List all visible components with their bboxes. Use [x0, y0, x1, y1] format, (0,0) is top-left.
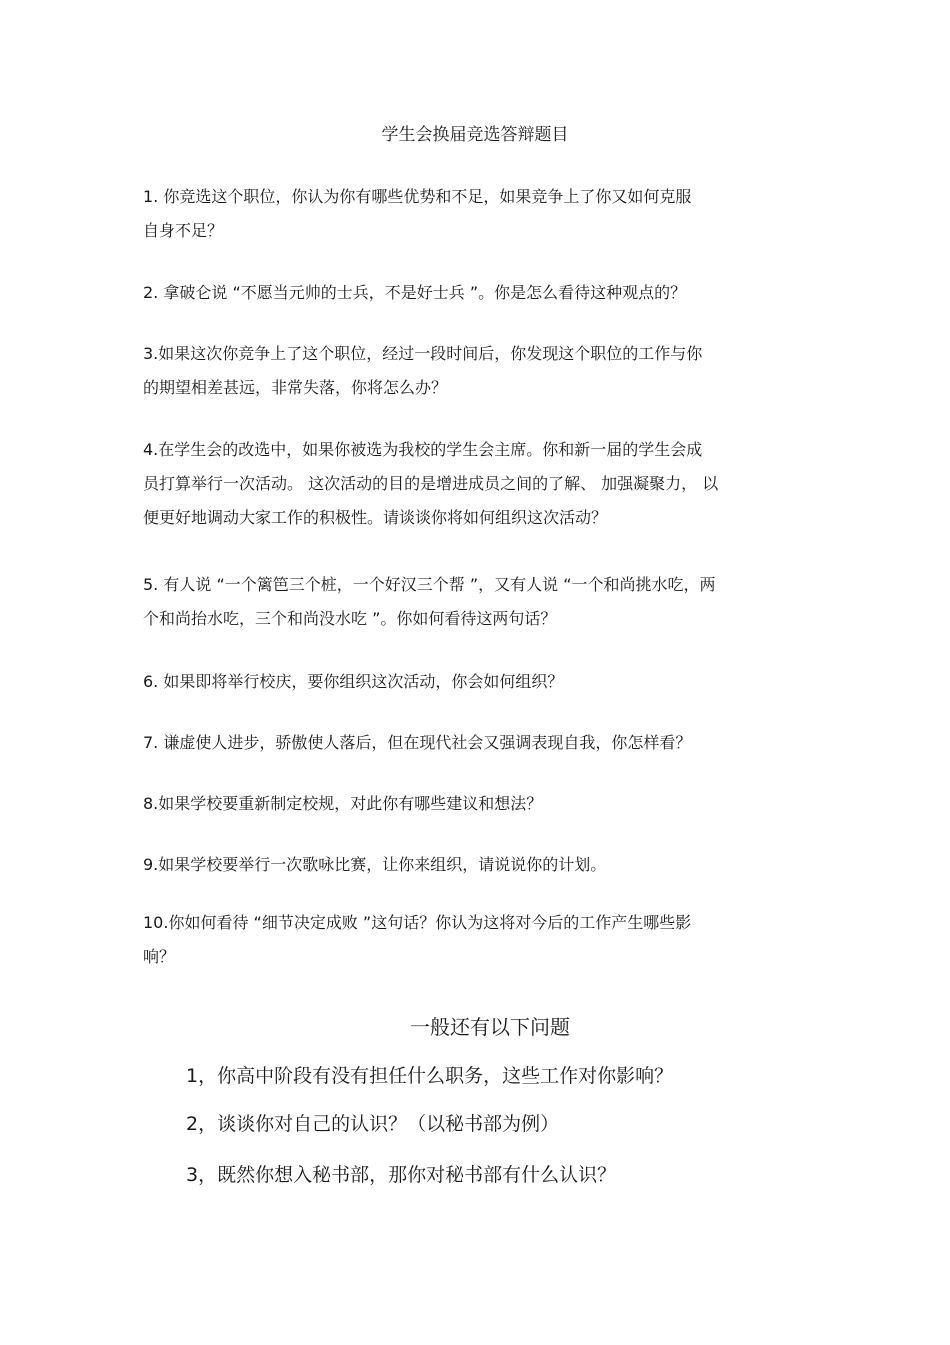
extra-question-3: 3，既然你想入秘书部，那你对秘书部有什么认识？ — [186, 1164, 617, 1186]
question-7 — [143, 726, 691, 760]
question-line: 个和尚抬水吃，三个和尚没水吃 ”。你如何看待这两句话？ — [143, 609, 557, 628]
question-line: 1. 你竞选这个职位，你认为你有哪些优势和不足，如果竞争上了你又如何克服 — [143, 187, 692, 206]
question-2 — [143, 276, 686, 310]
question-line: 便更好地调动大家工作的积极性。请谈谈你将如何组织这次活动？ — [143, 508, 608, 527]
question-line: 10.你如何看待 “细节决定成败 ”这句话？你认为这将对今后的工作产生哪些影 — [143, 913, 692, 932]
question-3 — [143, 337, 702, 405]
question-10 — [143, 906, 691, 974]
question-line: 自身不足？ — [143, 221, 224, 240]
question-4 — [143, 433, 718, 535]
question-line: 4.在学生会的改选中，如果你被选为我校的学生会主席。你和新一届的学生会成 — [143, 440, 703, 459]
question-line: 5. 有人说 “一个篱笆三个桩，一个好汉三个帮 ”，又有人说 “一个和尚挑水吃，两 — [143, 575, 716, 594]
document-title: 学生会换届竞选答辩题目 — [381, 125, 569, 145]
question-line: 8.如果学校要重新制定校规，对此你有哪些建议和想法？ — [143, 794, 543, 813]
question-1 — [143, 180, 691, 248]
question-6 — [143, 665, 563, 699]
extra-question-2: 2，谈谈你对自己的认识？（以秘书部为例） — [186, 1113, 560, 1135]
question-line: 7. 谦虚使人进步，骄傲使人落后，但在现代社会又强调表现自我，你怎样看？ — [143, 733, 692, 752]
question-line: 6. 如果即将举行校庆，要你组织这次活动，你会如何组织？ — [143, 672, 564, 691]
question-line: 的期望相差甚远，非常失落，你将怎么办？ — [143, 378, 448, 397]
question-line: 员打算举行一次活动。 这次活动的目的是增进成员之间的了解、 加强凝聚力， 以 — [143, 474, 719, 493]
extra-question-1: 1，你高中阶段有没有担任什么职务，这些工作对你影响？ — [186, 1065, 674, 1087]
question-line: 2. 拿破仑说 “不愿当元帅的士兵，不是好士兵 ”。你是怎么看待这种观点的？ — [143, 283, 687, 302]
question-line: 3.如果这次你竞争上了这个职位，经过一段时间后，你发现这个职位的工作与你 — [143, 344, 703, 363]
question-5 — [143, 568, 715, 636]
question-line: 9.如果学校要举行一次歌咏比赛，让你来组织，请说说你的计划。 — [143, 855, 607, 874]
section-subtitle: 一般还有以下问题 — [410, 1015, 570, 1039]
question-8 — [143, 787, 542, 821]
question-9 — [143, 848, 606, 882]
question-line: 响？ — [143, 947, 176, 966]
